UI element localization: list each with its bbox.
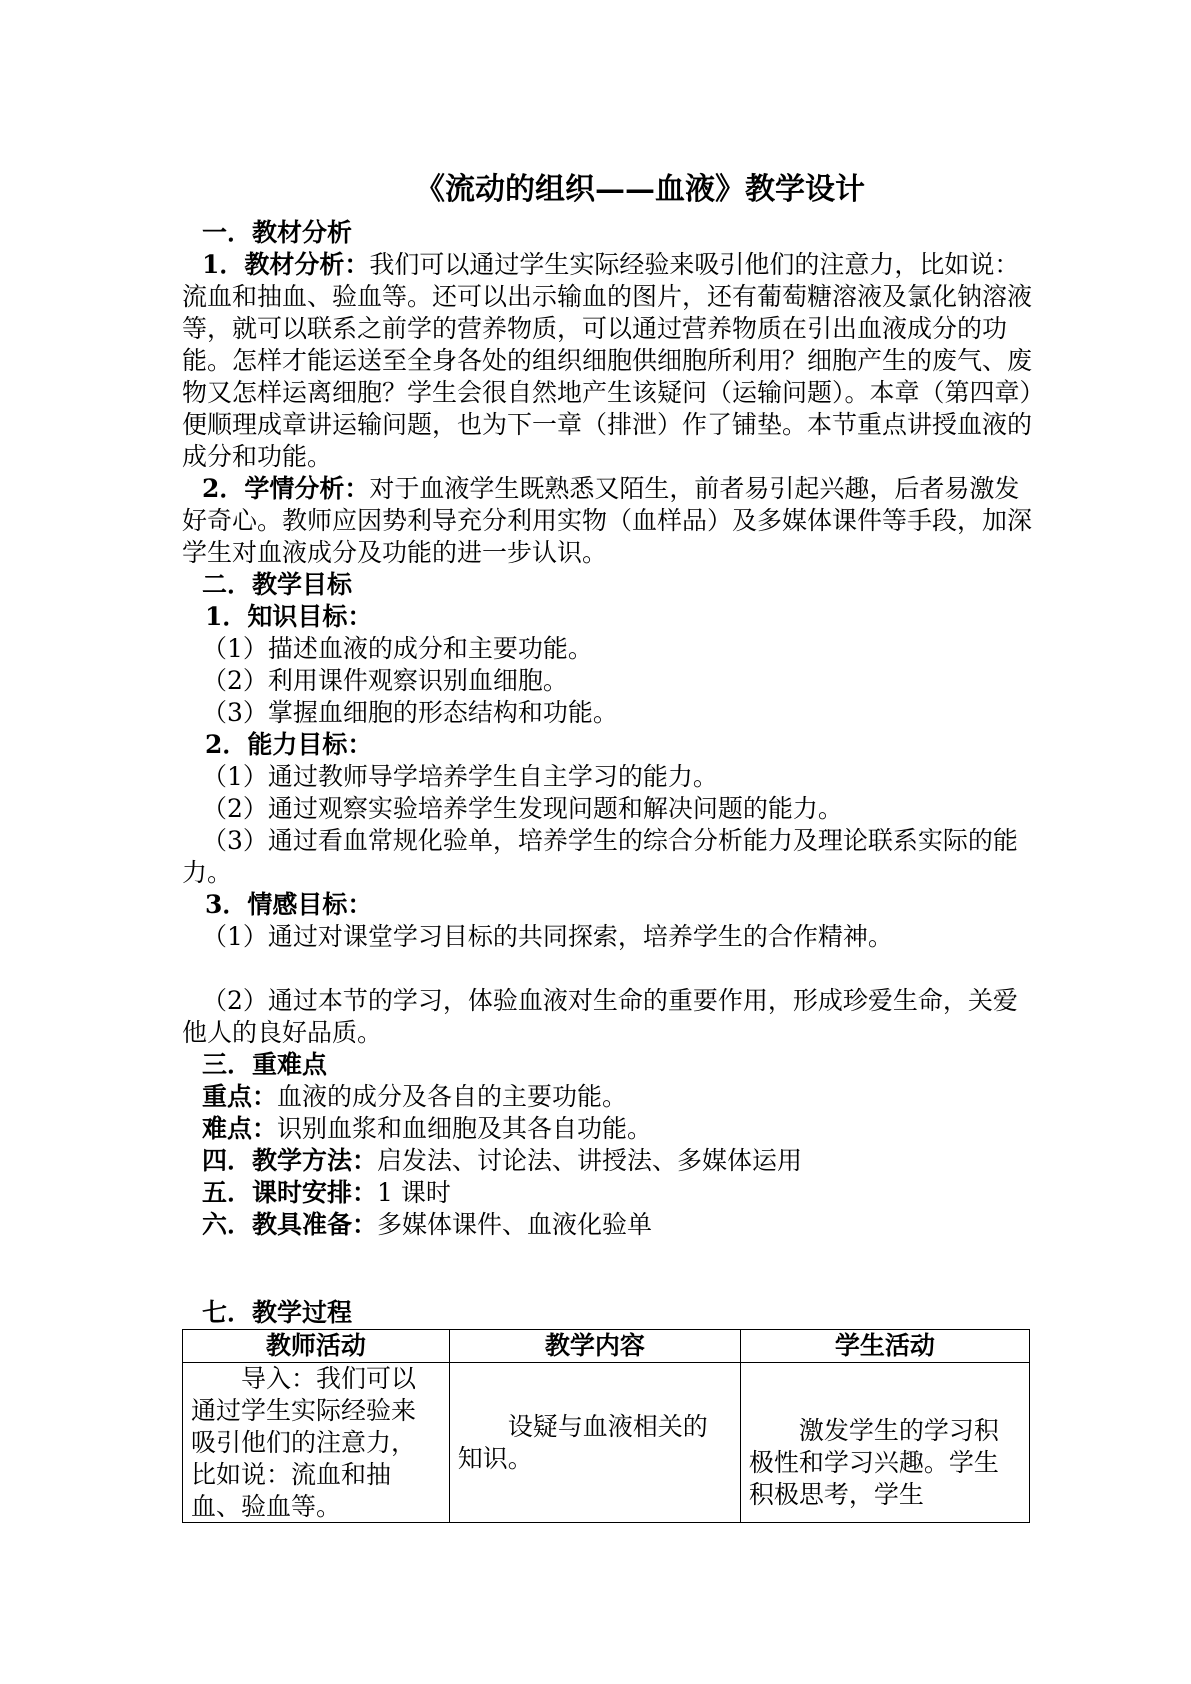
teaching-aids-label: 六．教具准备：: [202, 1210, 378, 1239]
paragraph-label: 2．学情分析：: [202, 474, 370, 503]
list-item: （1）通过对课堂学习目标的共同探索，培养学生的合作精神。: [202, 922, 893, 951]
key-point-line: [182, 1081, 1032, 1113]
class-hours-text: 1 课时: [377, 1178, 451, 1207]
list-item: （1）描述血液的成分和主要功能。: [202, 634, 593, 663]
cell-text: 导入：我们可以通过学生实际经验来吸引他们的注意力，比如说：流血和抽血、验血等。: [191, 1364, 417, 1521]
paragraph-text: 对于血液学生既熟悉又陌生，前者易引起兴趣，后者易激发好奇心。教师应因势利导充分利用实物（血样品）及多媒体课件等手段，加深学生对血液成分及功能的进一步认识。: [182, 474, 1033, 567]
list-item: （3）通过看血常规化验单，培养学生的综合分析能力及理论联系实际的能力。: [182, 826, 1018, 887]
teaching-method-label: 四．教学方法：: [202, 1146, 378, 1175]
difficulty-text: 识别血浆和血细胞及其各自功能。: [277, 1114, 653, 1143]
document-title: 《流动的组织——血液》教学设计: [415, 172, 865, 207]
teaching-process-table: [182, 1329, 1030, 1523]
teaching-aids-text: 多媒体课件、血液化验单: [377, 1210, 653, 1239]
teaching-method-text: 启发法、讨论法、讲授法、多媒体运用: [377, 1146, 803, 1175]
table-header-student: 学生活动: [740, 1330, 1029, 1363]
subheading-emotion-goals: 3．情感目标：: [205, 890, 373, 919]
paragraph-textbook-analysis: [182, 249, 1032, 473]
difficulty-label: 难点：: [202, 1114, 278, 1143]
document-body: [182, 217, 1032, 1523]
teaching-aids-line: [182, 1209, 1032, 1241]
list-item: （2）利用课件观察识别血细胞。: [202, 666, 568, 695]
subheading-knowledge-goals: 1．知识目标：: [205, 602, 373, 631]
section-heading-teaching-process: 七．教学过程: [202, 1298, 353, 1327]
list-item: （2）通过本节的学习，体验血液对生命的重要作用，形成珍爱生命，关爱他人的良好品质。: [182, 986, 1018, 1047]
table-cell-student: [740, 1363, 1029, 1523]
list-item: （1）通过教师导学培养学生自主学习的能力。: [202, 762, 718, 791]
table-cell-content: [449, 1363, 740, 1523]
section-heading-key-points: 三．重难点: [202, 1050, 328, 1079]
table-header-content: 教学内容: [449, 1330, 740, 1363]
section-heading-teaching-goals: 二．教学目标: [202, 570, 353, 599]
paragraph-text: 我们可以通过学生实际经验来吸引他们的注意力，比如说：流血和抽血、验血等。还可以出示输血的图片，还有葡萄糖溶液及氯化钠溶液等，就可以联系之前学的营养物质，可以通过营养物质在引出血液成分的功能。怎样才能运送至全身各处的组织细胞供细胞所利用？细胞产生的废气、废物又怎样运离细胞？学生会很自然地产生该疑问（运输问题）。本章（第四章）便顺理成章讲运输问题，也为下一章（排泄）作了铺垫。本节重点讲授血液的成分和功能。: [182, 250, 1033, 471]
section-heading-textbook-analysis: 一．教材分析: [202, 218, 353, 247]
difficulty-line: [182, 1113, 1032, 1145]
cell-text: 设疑与血液相关的知识。: [457, 1411, 708, 1473]
subheading-ability-goals: 2．能力目标：: [205, 730, 373, 759]
teaching-method-line: [182, 1145, 1032, 1177]
list-item: （2）通过观察实验培养学生发现问题和解决问题的能力。: [202, 794, 843, 823]
class-hours-line: [182, 1177, 1032, 1209]
table-header-teacher: 教师活动: [183, 1330, 450, 1363]
paragraph-label: 1．教材分析：: [202, 250, 370, 279]
list-item: （3）掌握血细胞的形态结构和功能。: [202, 698, 618, 727]
table-row: [183, 1363, 1030, 1523]
key-point-text: 血液的成分及各自的主要功能。: [277, 1082, 628, 1111]
class-hours-label: 五．课时安排：: [202, 1178, 378, 1207]
table-header-row: [183, 1330, 1030, 1363]
table-cell-teacher: [183, 1363, 450, 1523]
key-point-label: 重点：: [202, 1082, 278, 1111]
cell-text: 激发学生的学习积极性和学习兴趣。学生积极思考，学生: [748, 1416, 999, 1509]
paragraph-learner-analysis: [182, 473, 1032, 569]
